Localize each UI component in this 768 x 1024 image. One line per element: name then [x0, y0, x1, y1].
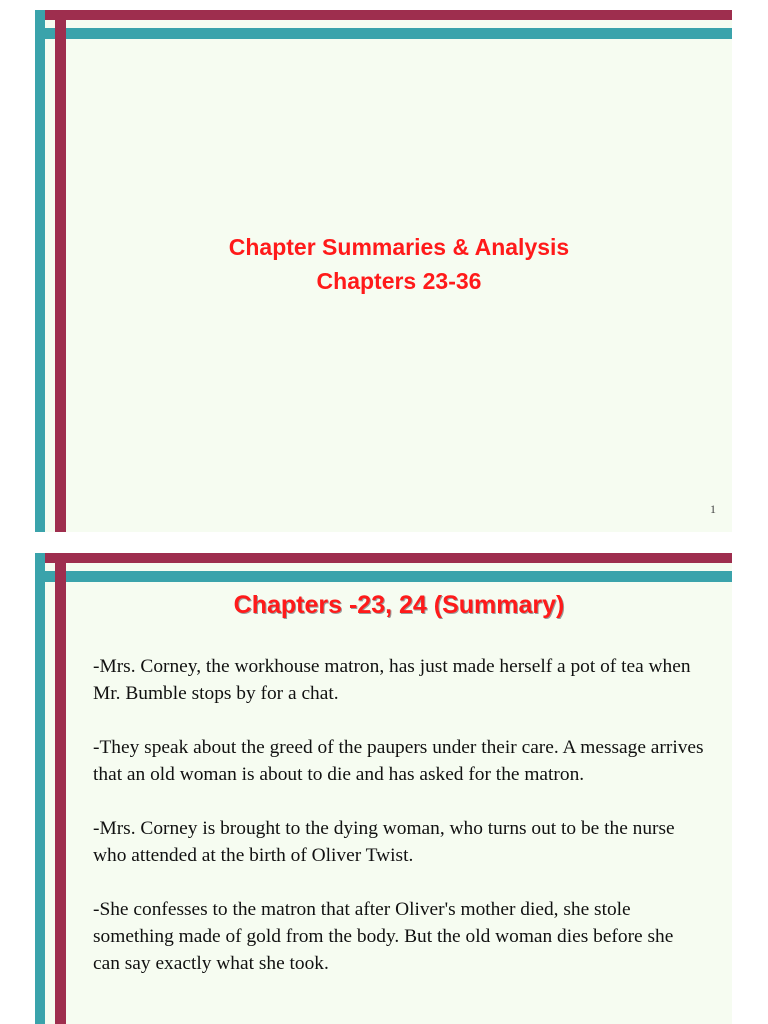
slide-title: Chapters -23, 24 (Summary)	[233, 591, 565, 619]
left-teal-bar	[35, 553, 45, 1024]
top-teal-bar	[35, 28, 732, 39]
page-number: 1	[710, 502, 716, 516]
title-line-2: Chapters 23-36	[316, 268, 482, 294]
summary-paragraph: -Mrs. Corney is brought to the dying woman, who turns out to be the nurse who attended at the birth of Oliver Twist.	[93, 818, 675, 866]
summary-paragraph: -They speak about the greed of the paupers under their care. A message arrives that an old woman is about to die and has asked for the matron.	[93, 737, 704, 785]
summary-paragraph: -Mrs. Corney, the workhouse matron, has just made herself a pot of tea when Mr. Bumble stops by for a chat.	[93, 656, 691, 704]
top-maroon-bar	[35, 553, 732, 563]
slide-title	[66, 230, 732, 298]
title-line-1: Chapter Summaries & Analysis	[228, 234, 570, 260]
left-maroon-bar	[55, 10, 66, 532]
left-maroon-bar	[55, 553, 66, 1024]
top-maroon-bar	[35, 10, 732, 20]
summary-paragraph: -She confesses to the matron that after Oliver's mother died, she stole something made of gold from the body. But the old woman dies before she can say exactly what she took.	[93, 899, 674, 974]
slide-1	[35, 10, 732, 532]
slide-2	[35, 553, 732, 1024]
summary-body	[93, 653, 705, 1004]
top-teal-bar	[35, 571, 732, 582]
left-teal-bar	[35, 10, 45, 532]
